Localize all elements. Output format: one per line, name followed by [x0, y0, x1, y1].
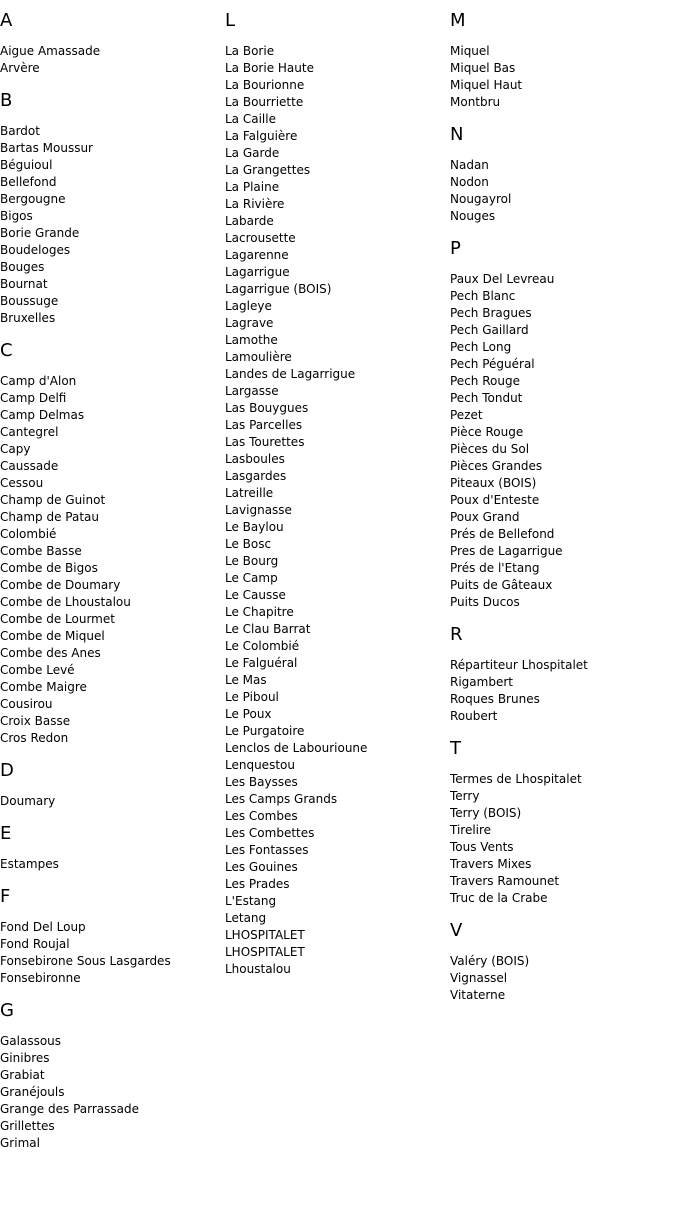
place-name-list [0, 373, 222, 747]
place-name: Lagarenne [225, 248, 289, 262]
place-name: Paux Del Levreau [450, 272, 555, 286]
place-name: Caussade [0, 459, 59, 473]
letter-group-c [0, 338, 222, 747]
place-name: Les Prades [225, 877, 290, 891]
letter-heading: D [0, 760, 14, 781]
place-name: Répartiteur Lhospitalet [450, 658, 588, 672]
place-name: Le Bosc [225, 537, 272, 551]
place-name: Nodon [450, 175, 489, 189]
place-name: Nadan [450, 158, 489, 172]
place-name: Grimal [0, 1136, 40, 1150]
place-name: Pièces du Sol [450, 442, 530, 456]
place-name: Rigambert [450, 675, 513, 689]
place-name: Labarde [225, 214, 274, 228]
place-name: Montbru [450, 95, 501, 109]
place-name-list [450, 771, 672, 907]
place-name: La Plaine [225, 180, 280, 194]
place-name: Cantegrel [0, 425, 59, 439]
place-name: Bruxelles [0, 311, 56, 325]
place-name-list [450, 43, 672, 111]
letter-heading: E [0, 823, 12, 844]
place-name: Prés de Bellefond [450, 527, 555, 541]
place-name: Fonsebironne [0, 971, 81, 985]
place-name: Les Combettes [225, 826, 315, 840]
place-name: Las Bouygues [225, 401, 309, 415]
letter-heading: F [0, 886, 11, 907]
place-name-list [450, 157, 672, 225]
place-name: Valéry (BOIS) [450, 954, 530, 968]
place-name: Bardot [0, 124, 40, 138]
place-name: Camp d'Alon [0, 374, 77, 388]
place-name-list [450, 271, 672, 611]
place-name: Champ de Guinot [0, 493, 106, 507]
place-name: Boudeloges [0, 243, 71, 257]
place-name: Lagarrigue [225, 265, 290, 279]
place-name: Latreille [225, 486, 274, 500]
place-name-list [0, 123, 222, 327]
place-name: Cousirou [0, 697, 53, 711]
place-name: Travers Mixes [450, 857, 532, 871]
place-name-list [225, 43, 447, 978]
place-name: Truc de la Crabe [450, 891, 548, 905]
place-name: Letang [225, 911, 267, 925]
place-name: Lasgardes [225, 469, 287, 483]
letter-group-e [0, 821, 222, 873]
place-name-list [0, 1033, 222, 1152]
place-name: Le Purgatoire [225, 724, 305, 738]
place-name: LHOSPITALET [225, 945, 305, 959]
place-name: Grillettes [0, 1119, 55, 1133]
letter-heading: C [0, 340, 13, 361]
place-name: Travers Ramounet [450, 874, 560, 888]
place-name: Les Gouines [225, 860, 298, 874]
place-name: Lamothe [225, 333, 278, 347]
place-name: Miquel Haut [450, 78, 523, 92]
letter-group-p [450, 236, 672, 611]
place-name: Lagarrigue (BOIS) [225, 282, 332, 296]
place-name: Boussuge [0, 294, 59, 308]
place-name: Combe Levé [0, 663, 75, 677]
place-name: L'Estang [225, 894, 277, 908]
place-name: Combe Basse [0, 544, 82, 558]
place-name: Pech Long [450, 340, 512, 354]
letter-heading: G [0, 1000, 14, 1021]
place-name: Fond Roujal [0, 937, 70, 951]
place-name: LHOSPITALET [225, 928, 305, 942]
place-name: Puits Ducos [450, 595, 520, 609]
place-name: Béguioul [0, 158, 53, 172]
place-name: La Falguière [225, 129, 298, 143]
place-name: Puits de Gâteaux [450, 578, 553, 592]
place-name: Las Tourettes [225, 435, 305, 449]
place-name: Les Camps Grands [225, 792, 338, 806]
place-name: Combe Maigre [0, 680, 87, 694]
place-name: Prés de l'Etang [450, 561, 540, 575]
letter-group-d [0, 758, 222, 810]
place-name-list [0, 43, 222, 77]
place-name: Fonsebirone Sous Lasgardes [0, 954, 171, 968]
letter-group-m [450, 8, 672, 111]
place-name-list [450, 657, 672, 725]
place-name-list [0, 793, 222, 810]
place-name: Landes de Lagarrigue [225, 367, 356, 381]
place-name: Le Clau Barrat [225, 622, 311, 636]
place-name: Cessou [0, 476, 44, 490]
letter-heading: T [450, 738, 461, 759]
place-name: Estampes [0, 857, 59, 871]
place-name: Le Colombié [225, 639, 300, 653]
place-name: Lamoulière [225, 350, 292, 364]
letter-heading: R [450, 624, 463, 645]
place-name: Lavignasse [225, 503, 292, 517]
place-name: Pech Péguéral [450, 357, 535, 371]
place-name: Le Causse [225, 588, 286, 602]
place-name: Pech Tondut [450, 391, 523, 405]
place-name: Bigos [0, 209, 33, 223]
place-name: Fond Del Loup [0, 920, 86, 934]
place-name: Bartas Moussur [0, 141, 93, 155]
letter-heading: P [450, 238, 461, 259]
place-name: Le Baylou [225, 520, 284, 534]
letter-group-f [0, 884, 222, 987]
place-name: Lenclos de Labourioune [225, 741, 368, 755]
place-name: Lasboules [225, 452, 285, 466]
letter-heading: V [450, 920, 463, 941]
place-name: Le Bourg [225, 554, 279, 568]
place-name: Pech Gaillard [450, 323, 529, 337]
place-name: Pezet [450, 408, 483, 422]
place-name: Poux Grand [450, 510, 520, 524]
place-name: Cros Redon [0, 731, 69, 745]
letter-group-b [0, 88, 222, 327]
place-name: Capy [0, 442, 31, 456]
place-name: Lacrousette [225, 231, 296, 245]
index-column-3 [450, 8, 672, 1015]
place-name-list [0, 856, 222, 873]
place-name: Lenquestou [225, 758, 295, 772]
place-name-list [0, 919, 222, 987]
place-name: Borie Grande [0, 226, 80, 240]
index-column-2 [225, 8, 447, 989]
place-name: Combe de Doumary [0, 578, 121, 592]
place-name: Le Piboul [225, 690, 279, 704]
place-name: La Grangettes [225, 163, 311, 177]
place-name: Camp Delfi [0, 391, 67, 405]
place-name: La Caille [225, 112, 276, 126]
place-name: Roques Brunes [450, 692, 540, 706]
place-name: Combe de Miquel [0, 629, 105, 643]
place-name: La Borie Haute [225, 61, 314, 75]
place-name: Camp Delmas [0, 408, 85, 422]
place-name: Miquel [450, 44, 490, 58]
place-name: Colombié [0, 527, 57, 541]
place-name: Terry (BOIS) [450, 806, 522, 820]
place-name: Doumary [0, 794, 56, 808]
letter-heading: A [0, 10, 13, 31]
place-name: Combe de Bigos [0, 561, 98, 575]
letter-heading: N [450, 124, 464, 145]
place-name: Le Chapitre [225, 605, 294, 619]
place-name: Lagleye [225, 299, 272, 313]
place-name: Nouges [450, 209, 496, 223]
letter-group-a [0, 8, 222, 77]
place-name: Ginibres [0, 1051, 50, 1065]
place-name: Le Mas [225, 673, 267, 687]
place-name: La Bourriette [225, 95, 304, 109]
place-name: Vignassel [450, 971, 508, 985]
place-name: Le Poux [225, 707, 272, 721]
place-name: Las Parcelles [225, 418, 303, 432]
letter-heading: B [0, 90, 13, 111]
place-name: Galassous [0, 1034, 62, 1048]
place-name: Largasse [225, 384, 279, 398]
place-name: Les Fontasses [225, 843, 309, 857]
place-name: Roubert [450, 709, 498, 723]
place-name: Le Falguéral [225, 656, 298, 670]
place-name: Bellefond [0, 175, 57, 189]
place-name: Poux d'Enteste [450, 493, 540, 507]
place-name: Combe des Anes [0, 646, 101, 660]
place-name: Croix Basse [0, 714, 71, 728]
place-name: Granéjouls [0, 1085, 65, 1099]
place-name: Bournat [0, 277, 48, 291]
place-name: Pech Rouge [450, 374, 520, 388]
place-name-list [450, 953, 672, 1004]
place-name: Nougayrol [450, 192, 512, 206]
place-name: La Rivière [225, 197, 285, 211]
place-name: Pièces Grandes [450, 459, 543, 473]
letter-group-n [450, 122, 672, 225]
place-name: Lhoustalou [225, 962, 291, 976]
place-name: Les Baysses [225, 775, 298, 789]
place-name: Vitaterne [450, 988, 506, 1002]
place-name: Bouges [0, 260, 45, 274]
letter-heading: L [225, 10, 236, 31]
place-name: Combe de Lhoustalou [0, 595, 131, 609]
letter-group-t [450, 736, 672, 907]
place-name: La Garde [225, 146, 280, 160]
place-name: Combe de Lourmet [0, 612, 115, 626]
place-name: Tirelire [450, 823, 492, 837]
place-name: Bergougne [0, 192, 66, 206]
place-name: Termes de Lhospitalet [450, 772, 582, 786]
place-name: Piteaux (BOIS) [450, 476, 537, 490]
place-name: Pres de Lagarrigue [450, 544, 563, 558]
letter-group-v [450, 918, 672, 1004]
place-name: Tous Vents [450, 840, 514, 854]
place-name: Pièce Rouge [450, 425, 524, 439]
place-name: La Bourionne [225, 78, 305, 92]
place-name: La Borie [225, 44, 275, 58]
place-name: Le Camp [225, 571, 278, 585]
place-name: Les Combes [225, 809, 298, 823]
place-name: Lagrave [225, 316, 274, 330]
place-name: Aigue Amassade [0, 44, 101, 58]
index-column-1 [0, 8, 222, 1163]
place-name: Arvère [0, 61, 40, 75]
letter-heading: M [450, 10, 466, 31]
letter-group-r [450, 622, 672, 725]
place-name: Grange des Parrassade [0, 1102, 139, 1116]
place-name: Miquel Bas [450, 61, 516, 75]
place-name: Pech Blanc [450, 289, 516, 303]
place-name: Grabiat [0, 1068, 45, 1082]
place-name: Pech Bragues [450, 306, 532, 320]
letter-group-l [225, 8, 447, 978]
letter-group-g [0, 998, 222, 1152]
place-name: Champ de Patau [0, 510, 99, 524]
place-name: Terry [450, 789, 480, 803]
